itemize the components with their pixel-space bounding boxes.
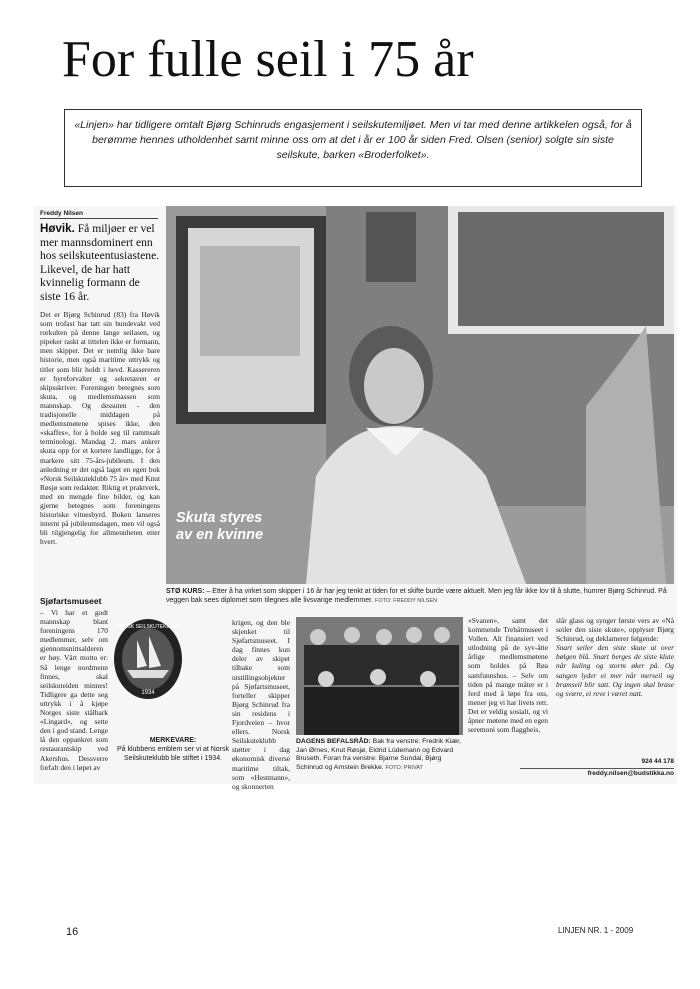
intro-box: «Linjen» har tidligere omtalt Bjørg Schinruds engasjement i seilskutemiljøet. Men vi tar med denne artikkelen også, for å berømme hennes utholdenhet samt minne oss om at det i år er 100 år siden Fred. Olsen (senior) solgte sin siste seilskute, barken «Broderfolket». (64, 109, 642, 187)
photo-overlay-title: Skuta styres av en kvinne (176, 510, 264, 543)
lead-paragraph (40, 222, 160, 304)
lead-place: Høvik. (40, 222, 75, 235)
column-b-text: krigen, og den ble skjenket til Sjøfartsmuseet. I dag finnes kun deler av skipet tilbake som utstillingsobjekter på Sjøfartsmuseet, forteller skipper Bjørg Schinrud fra sin residens i Fjordveien – hvor ellers. Norsk Seilskuteklubb støtter i dag økonomisk diverse maritime tiltak, som «Hestmann», og skonnerten (232, 618, 290, 791)
group-caption-credit: FOTO: PRIVAT (385, 764, 423, 771)
poem: Snart seiler den siste skute ut over bølgen blå. Snart berges de siste klute når kuling og storm øker på. Og sangen lyder ei mer når merseil og bramseil blir satt. Og ingen skal brase og svære, ei reve i været natt. (556, 643, 674, 698)
column-1-para-1: Det er Bjørg Schinrud (83) fra Høvik som trofast har tatt sin hundevakt ved rorkulten på denne lange seilasen, og pipeker raskt at tittelen ikke er formann, men skipper. Det er nemlig ikke bare historie, men også maritime uttrykk og titler som blir holdt i hevd. Kassereren er hyreforvalter og sekretæren er skipsskriver. Foreningen betegnes som skuta, og medlemsmassen som mannskap. Og dessuten - den tradisjonelle middagen på medlemsmøtene spises ikke, den «skaffes», for å holde seg til rammsalt terminologi. (40, 310, 160, 447)
column-1-para-2: Mandag 2. mars ankrer skuta opp for et kortere landligge, for å markere sitt 75-års-jubileum. I den anledning er det også laget en egen bok «Norsk Seilskuteklubb 75 år» med Knut Røsjø som redaktør. Riktig et praktverk, med en mengde fine bilder, og kan gjerne betegnes som foreningens historiske vitnesbyrd. Boken lanseres internt på jubileumsdagen, men vil også bli tilgjengelig for allmennheten etter hvert. (40, 437, 160, 547)
group-caption-text: Bak fra venstre: Fredrik Kiær, Jan Ørnes, Knut Røsjø, Eldrid Lüdemann og Edvard Bruseth. Foran fra venstre: Bjarne Sundal, Bjørg Schinrud og Arnstein Brekke. (296, 738, 462, 771)
main-photo-caption (166, 587, 674, 606)
issue-label: LINJEN NR. 1 - 2009 (558, 926, 634, 935)
caption-lead: STØ KURS: (166, 588, 205, 595)
emblem-caption-lead: MERKEVARE: (149, 737, 197, 744)
club-emblem (113, 618, 183, 700)
page-number: 16 (66, 926, 79, 938)
column-d-para: slår glass og synger første vers av «Nå seiler den siste skute», opplyser Bjørg Schinrud, og deklamerer følgende: (556, 616, 674, 644)
caption-credit: FOTO: FREDDY NILSEN (374, 598, 438, 604)
subheading: Sjøfartsmuseet (40, 596, 102, 606)
column-1-text (40, 310, 160, 546)
byline: Freddy Nilsen (40, 210, 158, 219)
lead-text: Få miljøer er vel mer mannsdominert enn hos seilskuteentusiastene. Likevel, de har hatt kvinnelig formann de siste 16 år. (40, 222, 160, 303)
headline: For fulle seil i 75 år (62, 31, 474, 88)
emblem-text: NORSK SEILSKUTEKLUBB (116, 624, 180, 630)
column-d-text (556, 616, 674, 698)
group-photo-caption (296, 738, 466, 772)
emblem-caption (112, 736, 234, 763)
group-photo (296, 617, 463, 735)
contact-phone: 924 44 178 (641, 758, 674, 765)
emblem-year: 1934 (141, 690, 155, 696)
emblem-caption-text: På klubbens emblem ser vi at Norsk Seilskuteklubb ble stiftet i 1934. (116, 746, 230, 762)
group-photo-drawing (296, 617, 463, 735)
group-caption-lead: DAGENS BEFALSRÅD: (296, 738, 371, 745)
contact-email: freddy.nilsen@budstikka.no (520, 768, 674, 777)
ship-emblem-icon (113, 618, 183, 700)
column-c-text: «Svanen», samt det kommende Trebåtmuseet i Vollen. Alt finansiert ved utlodning på de syv-åtte årlige medlemsmøtene som holdes på Røa samfunnshus. – Selv om tiden på mange måter er i ferd med å løpe fra oss, mener jeg vi har livets rett. Det er veldig sosialt, og vi åpner møtene med en egen seremoni som flaggheis, (468, 616, 548, 735)
caption-text: – Etter å ha virket som skipper i 16 år har jeg tenkt at tiden for et skifte burde være aktuelt. Men jeg får ikke lov til å slutte, humrer Bjørg Schinrud. På veggen bak sees diplomet som tilegnes alle livsvarige medlemmer. (166, 588, 667, 604)
column-a-text: – Vi har et godt mannskap blant foreningens 170 medlemmer, selv om gjennomsnittsalderen er høy. Vårt motto er: Så lenge nordmenn finnes, skal seilskuteiden minnes! Tidligere ga dette seg uttrykk i å kjøpe Norges siste stålbark «Lingard», og sette den i god stand. Lenge lå den oppankret som restaurantskip ved Akershus. Dessverre forfalt den i løpet av (40, 608, 108, 772)
